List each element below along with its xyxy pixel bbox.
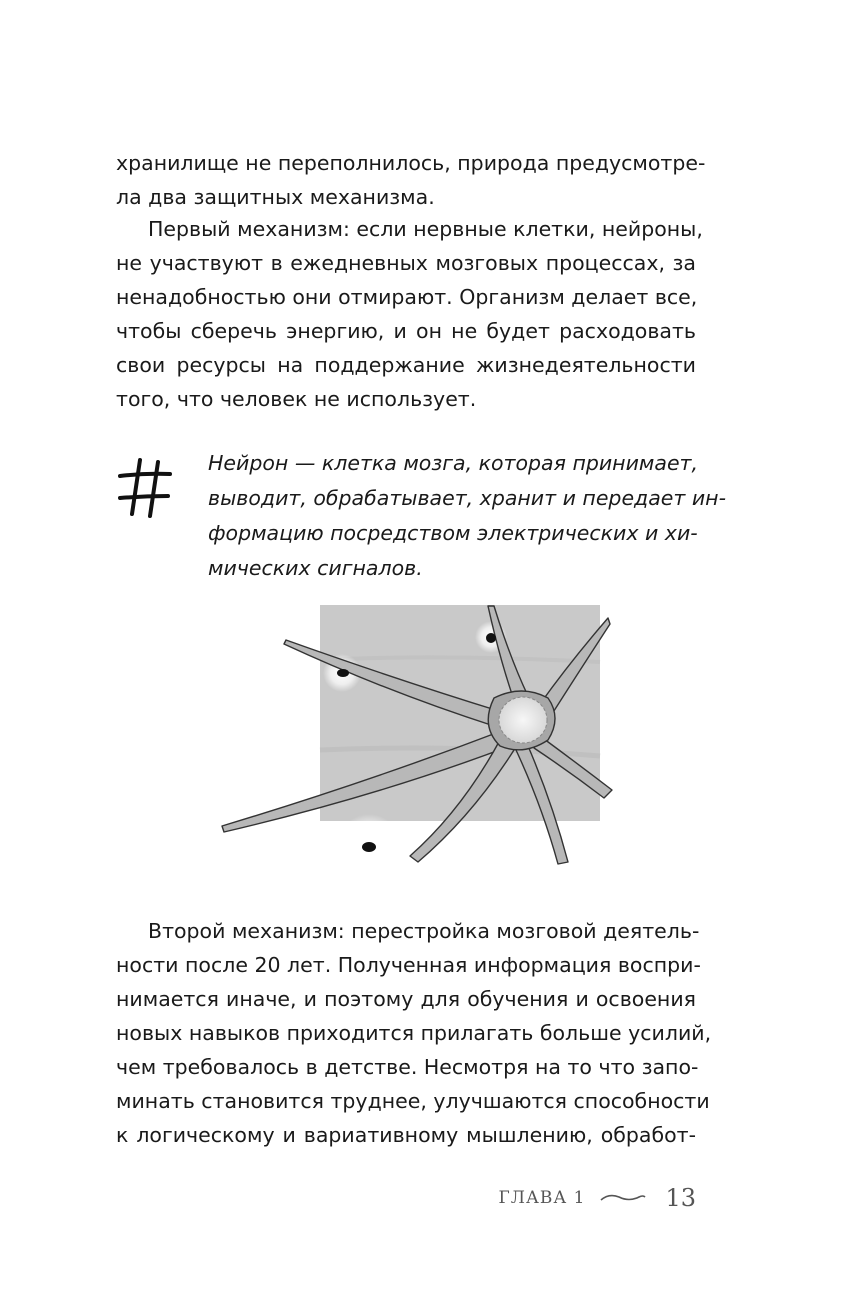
text-line: ла два защитных механизма.	[116, 185, 435, 209]
paragraph-second-mechanism	[116, 914, 712, 1152]
synapse-dot	[486, 633, 496, 643]
chapter-label: ГЛАВА 1	[498, 1188, 586, 1208]
nucleus	[499, 697, 547, 743]
note-line: выводит, обрабатывает, хранит и передает ин-	[208, 486, 726, 510]
paragraph-continuation	[116, 146, 706, 214]
text-line: минать становится труднее, улучшаются способности	[116, 1089, 710, 1113]
synapse-glow	[337, 814, 401, 868]
note-line: мических сигналов.	[208, 556, 423, 580]
neuron-illustration	[218, 600, 618, 868]
text-line: новых навыков приходится прилагать больше усилий,	[116, 1021, 712, 1045]
text-line: чтобы сберечь энергию, и он не будет расходовать	[116, 319, 696, 343]
text-line: не участвуют в ежедневных мозговых процессах, за	[116, 251, 696, 275]
text-line: Второй механизм: перестройка мозговой деятель-	[148, 919, 700, 943]
note-line: Нейрон — клетка мозга, которая принимает,	[208, 451, 699, 475]
text-line: нимается иначе, и поэтому для обучения и освоения	[116, 987, 696, 1011]
text-line: хранилище не переполнилось, природа предусмотре-	[116, 151, 706, 175]
text-line: к логическому и вариативному мышлению, обработ-	[116, 1123, 696, 1147]
synapse-dot	[337, 669, 349, 677]
text-line: свои ресурсы на поддержание жизнедеятельности	[116, 353, 696, 377]
text-line: ности после 20 лет. Полученная информация воспри-	[116, 953, 701, 977]
hash-icon	[116, 456, 174, 518]
paragraph-first-mechanism	[116, 212, 703, 416]
synapse-dot	[362, 842, 376, 852]
text-line: ненадобностью они отмирают. Организм делает все,	[116, 285, 698, 309]
text-line: Первый механизм: если нервные клетки, нейроны,	[148, 217, 703, 241]
page-number: 13	[665, 1184, 696, 1212]
text-line: того, что человек не использует.	[116, 387, 477, 411]
note-line: формацию посредством электрических и хи-	[208, 521, 698, 545]
definition-note	[208, 446, 726, 586]
tilde-ornament-icon	[599, 1191, 647, 1205]
text-line: чем требовалось в детстве. Несмотря на то что запо-	[116, 1055, 699, 1079]
page-footer	[499, 1184, 696, 1212]
